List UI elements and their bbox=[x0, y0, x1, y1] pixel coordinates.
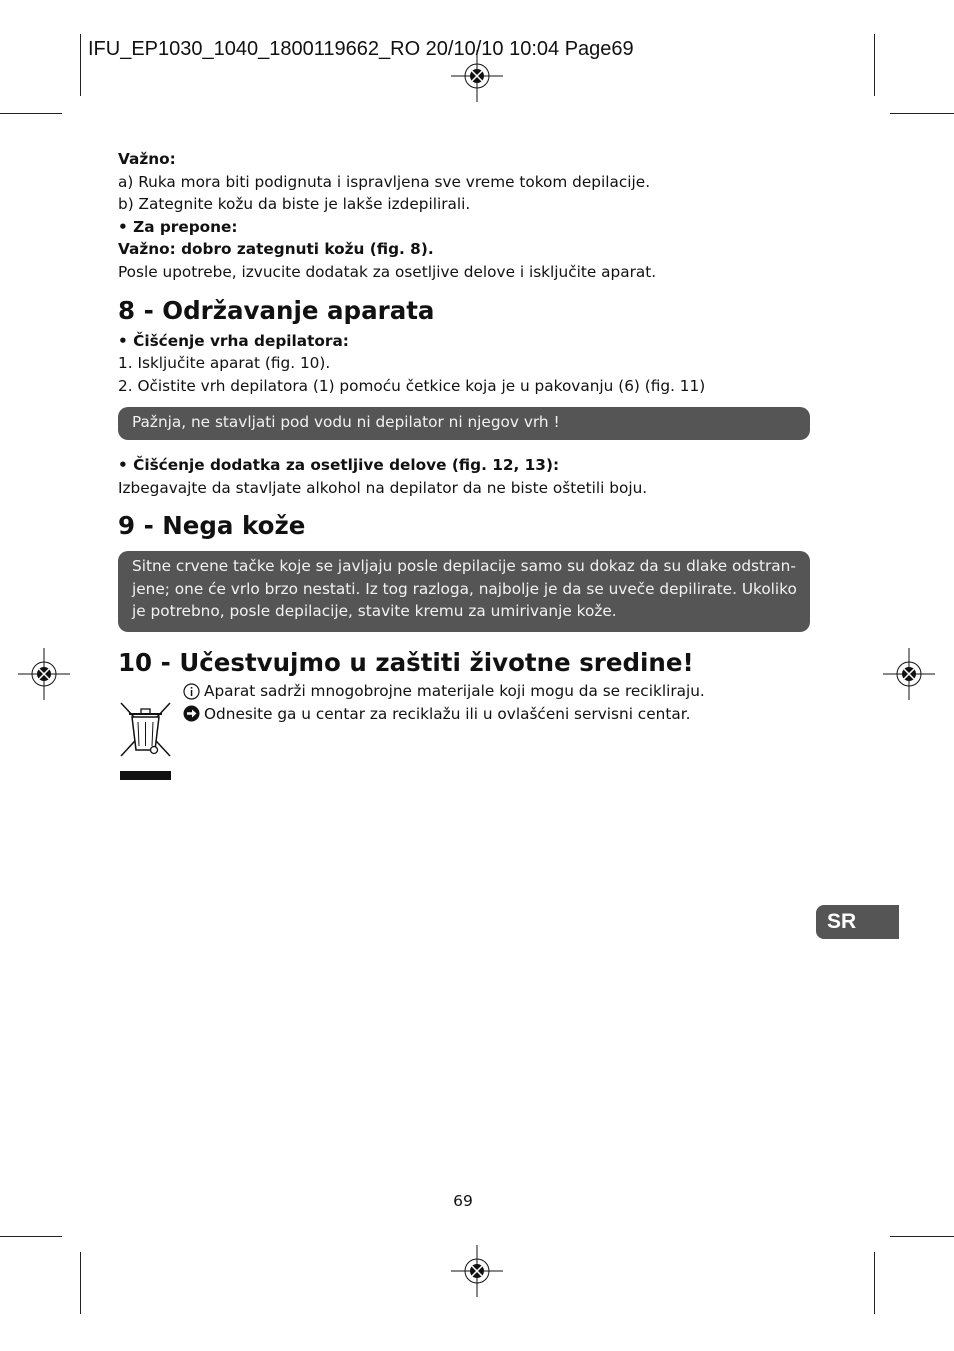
warning-text: Pažnja, ne stavljati pod vodu ni depilator ni njegov vrh ! bbox=[132, 413, 560, 432]
language-tab: SR bbox=[816, 905, 899, 939]
crop-mark bbox=[890, 113, 954, 114]
page-number: 69 bbox=[453, 1192, 473, 1210]
skin-care-note-box bbox=[118, 551, 810, 632]
cleaning-attachment-bullet: • Čišćenje dodatka za osetljive delove (fig. 12, 13): bbox=[118, 455, 560, 474]
registration-mark-icon bbox=[451, 1245, 503, 1297]
cleaning-head-bullet: • Čišćenje vrha depilatora: bbox=[118, 331, 349, 350]
cleaning-step-2: 2. Očistite vrh depilatora (1) pomoću četkice koja je u pakovanju (6) (fig. 11) bbox=[118, 376, 706, 395]
after-use-text: Posle upotrebe, izvucite dodatak za osetljive delove i isključite aparat. bbox=[118, 262, 657, 281]
crop-mark bbox=[0, 1236, 62, 1237]
skin-care-note-line: je potrebno, posle depilacije, stavite kremu za umirivanje kože. bbox=[132, 602, 617, 621]
arrow-right-circle-icon bbox=[183, 705, 200, 722]
crop-mark bbox=[874, 1252, 875, 1314]
important-heading: Važno: bbox=[118, 150, 176, 168]
crop-mark bbox=[0, 113, 62, 114]
info-item bbox=[183, 680, 810, 703]
registration-mark-icon bbox=[451, 50, 503, 102]
section-9-title: 9 - Nega kože bbox=[118, 511, 306, 541]
alcohol-note: Izbegavajte da stavljate alkohol na depilator da ne biste oštetili boju. bbox=[118, 478, 648, 497]
instruction-b: b) Zategnite kožu da biste je lakše izdepilirali. bbox=[118, 195, 471, 214]
arrow-text: Odnesite ga u centar za reciklažu ili u ovlašćeni servisni centar. bbox=[204, 704, 691, 723]
instruction-a: a) Ruka mora biti podignuta i ispravljena sve vreme tokom depilacije. bbox=[118, 172, 651, 191]
info-text: Aparat sadrži mnogobrojne materijale koji mogu da se recikliraju. bbox=[204, 681, 705, 700]
important-groin: Važno: dobro zategnuti kožu (fig. 8). bbox=[118, 240, 434, 259]
warning-box bbox=[118, 407, 810, 440]
crop-mark bbox=[874, 34, 875, 96]
print-slug: IFU_EP1030_1040_1800119662_RO 20/10/10 10:04 Page69 bbox=[88, 38, 634, 60]
section-8-title: 8 - Održavanje aparata bbox=[118, 295, 435, 325]
skin-care-note-line: Sitne crvene tačke koje se javljaju posle depilacije samo su dokaz da su dlake odstran- bbox=[132, 557, 796, 576]
bullet-groin: • Za prepone: bbox=[118, 217, 238, 236]
info-icon bbox=[183, 683, 200, 700]
crop-mark bbox=[80, 34, 81, 96]
arrow-item bbox=[183, 703, 810, 726]
environment-items bbox=[183, 680, 810, 725]
skin-care-note-line: jene; one će vrlo brzo nestati. Iz tog razloga, najbolje je da se uveče depilirate. Ukoliko bbox=[132, 579, 797, 598]
section-10-title: 10 - Učestvujmo u zaštiti životne sredine! bbox=[118, 647, 694, 677]
cleaning-step-1: 1. Isključite aparat (fig. 10). bbox=[118, 354, 331, 373]
crop-mark bbox=[80, 1252, 81, 1314]
registration-mark-icon bbox=[883, 648, 935, 700]
crop-mark bbox=[890, 1236, 954, 1237]
crossed-out-bin-icon bbox=[118, 700, 174, 782]
page-content bbox=[118, 148, 810, 725]
registration-mark-icon bbox=[18, 648, 70, 700]
